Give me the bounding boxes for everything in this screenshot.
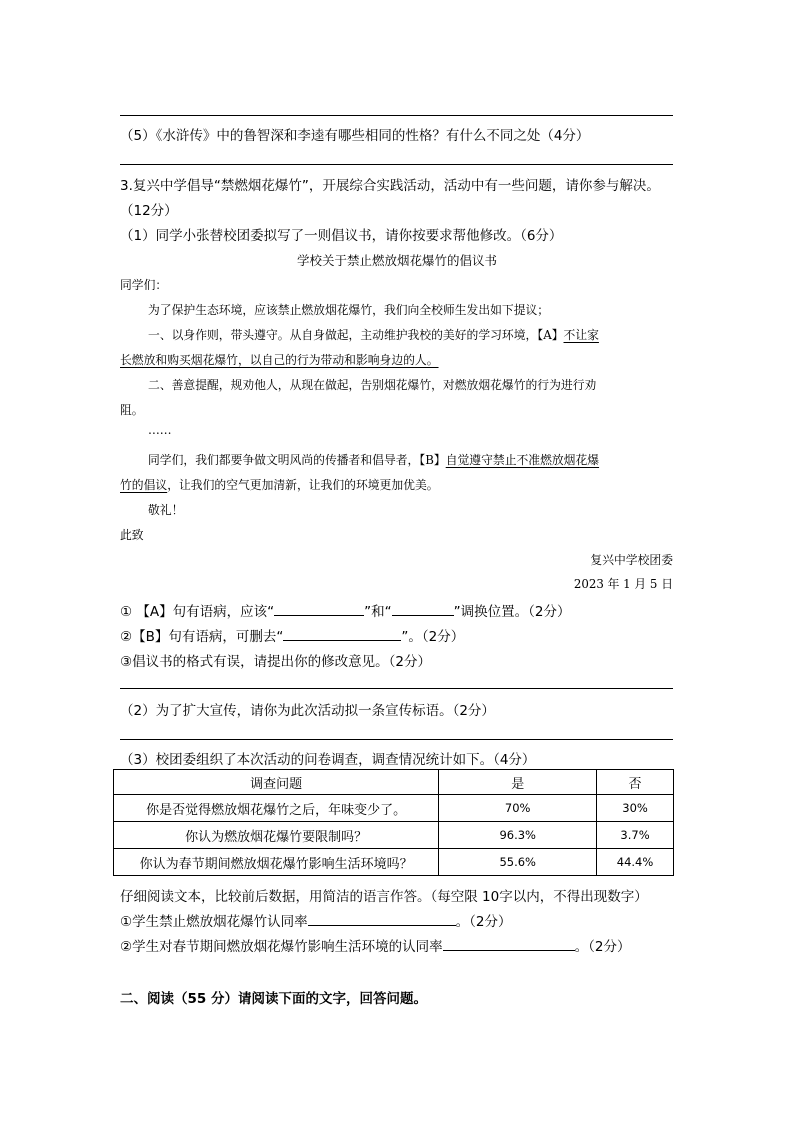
item-text: ②学生对春节期间燃放烟花爆竹影响生活环境的认同率: [120, 939, 443, 955]
item-text: ”。（2分）: [401, 629, 465, 645]
table-row: [114, 795, 674, 822]
letter-text: ，让我们的空气更加清新，让我们的环境更加优美。: [167, 478, 439, 492]
table-cell: 你认为春节期间燃放烟花爆竹影响生活环境吗？: [114, 849, 439, 876]
letter-date: 2023 年 1 月 5 日: [573, 577, 673, 591]
table-instruction: 仔细阅读文本，比较前后数据，用简洁的语言作答。（每空限 10字以内，不得出现数字）: [120, 889, 648, 905]
item-text: 。（2分）: [455, 914, 512, 930]
answer-blank[interactable]: [443, 938, 575, 951]
answer-blank[interactable]: [274, 603, 364, 616]
question-5: （5）《水浒传》中的鲁智深和李逵有哪些相同的性格？有什么不同之处（4分）: [120, 128, 590, 144]
table-cell: 你认为燃放烟花爆竹要限制吗？: [114, 822, 439, 849]
item-text: ①学生禁止燃放烟花爆竹认同率: [120, 914, 308, 930]
letter-paragraph-3-cont: 阻。: [120, 403, 144, 417]
question-3-title: 3.复兴中学倡导“禁燃烟花爆竹”，开展综合实践活动，活动中有一些问题，请你参与解决。: [120, 178, 660, 194]
answer-line: [120, 739, 673, 740]
letter-paragraph-1: 为了保护生态环境，应该禁止燃放烟花爆竹，我们向全校师生发出如下提议；: [148, 303, 550, 317]
letter-closing: 此致: [120, 528, 144, 542]
letter-paragraph-3: 二、善意提醒，规劝他人，从现在做起，告别烟花爆竹，对燃放烟花爆竹的行为进行劝: [148, 378, 597, 392]
letter-text: 一、以身作则，带头遵守。从自身做起，主动维护我校的美好的学习环境，【A】: [148, 328, 564, 342]
section-2-heading: 二、阅读（55 分）请阅读下面的文字，回答问题。: [120, 991, 427, 1007]
answer-line: [120, 115, 673, 116]
letter-paragraph-4: [148, 451, 599, 468]
answer-blank[interactable]: [392, 603, 454, 616]
sentence-b-underlined: 竹的倡议: [120, 478, 168, 492]
question-3-3: （3）校团委组织了本次活动的问卷调查，调查情况统计如下。（4分）: [120, 752, 536, 768]
question-3-score: （12分）: [120, 203, 178, 219]
table-cell: 55.6%: [439, 849, 597, 876]
item-text: ”调换位置。（2分）: [453, 604, 571, 620]
answer-item-2: [120, 935, 630, 955]
table-header-row: [114, 770, 674, 795]
item-2: [120, 625, 464, 645]
question-3-1: （1）同学小张替校团委拟写了一则倡议书，请你按要求帮他修改。（6分）: [120, 228, 563, 244]
letter-text: 同学们，我们都要争做文明风尚的传播者和倡导者，【B】: [148, 453, 446, 467]
letter-paragraph-4-cont: [120, 476, 439, 493]
table-header: 是: [439, 770, 597, 795]
table-cell: 70%: [439, 795, 597, 822]
letter-title: 学校关于禁止燃放烟花爆竹的倡议书: [296, 253, 497, 268]
table-cell: 你是否觉得燃放烟花爆竹之后，年味变少了。: [114, 795, 439, 822]
letter-closing: 敬礼！: [148, 503, 184, 517]
letter-signature: 复兴中学校团委: [590, 553, 673, 567]
answer-blank[interactable]: [283, 628, 401, 641]
item-text: 。（2分）: [574, 939, 631, 955]
item-text: ”和“: [364, 604, 392, 620]
item-text: ②【B】句有语病，可删去“: [120, 629, 284, 645]
table-header: 否: [597, 770, 674, 795]
answer-item-1: [120, 910, 511, 930]
answer-blank[interactable]: [308, 913, 456, 926]
answer-line: [120, 164, 673, 165]
table-cell: 44.4%: [597, 849, 674, 876]
table-row: [114, 849, 674, 876]
table-header: 调查问题: [114, 770, 439, 795]
table-cell: 96.3%: [439, 822, 597, 849]
table-cell: 3.7%: [597, 822, 674, 849]
table-row: [114, 822, 674, 849]
letter-ellipsis: ……: [148, 423, 172, 437]
letter-salutation: 同学们：: [120, 278, 168, 292]
letter-paragraph-2: [148, 326, 599, 343]
answer-line: [120, 688, 673, 689]
item-text: ① 【A】句有语病，应该“: [120, 604, 275, 620]
table-cell: 30%: [597, 795, 674, 822]
item-3: ③倡议书的格式有误，请提出你的修改意见。（2分）: [120, 654, 431, 670]
item-1: [120, 600, 570, 620]
survey-table: [113, 769, 674, 876]
sentence-a-underlined: 不让家: [563, 328, 599, 342]
sentence-b-underlined: 自觉遵守禁止不准燃放烟花爆: [445, 453, 600, 467]
question-3-2: （2）为了扩大宣传，请你为此次活动拟一条宣传标语。（2分）: [120, 703, 495, 719]
sentence-a-underlined: 长燃放和购买烟花爆竹，以自己的行为带动和影响身边的人。: [120, 353, 439, 367]
